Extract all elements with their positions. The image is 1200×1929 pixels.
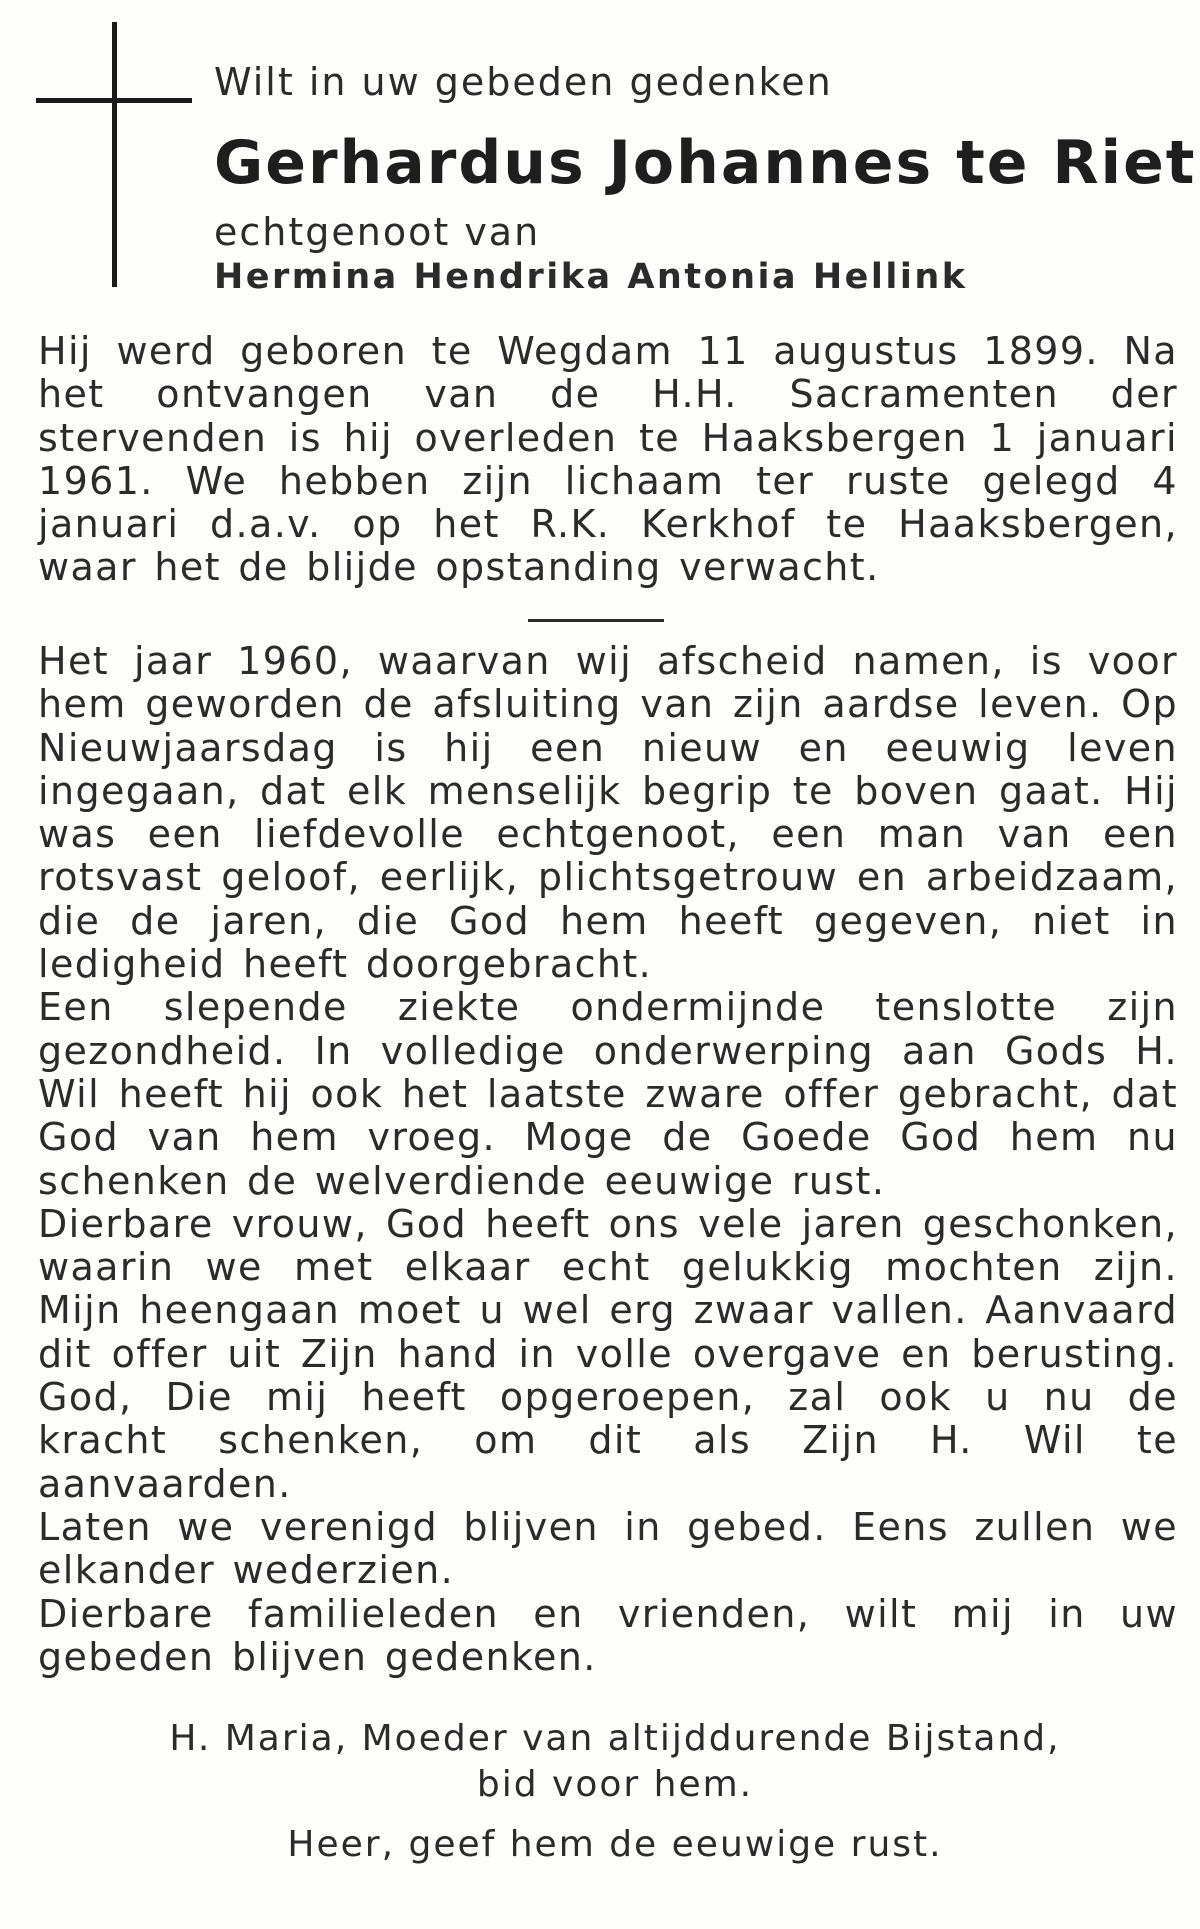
spouse-intro: echtgenoot van: [214, 210, 541, 254]
section-divider: [528, 619, 664, 622]
cross-icon-bar: [36, 98, 192, 103]
spouse-name: Hermina Hendrika Antonia Hellink: [214, 257, 968, 297]
farewell-paragraph: Het jaar 1960, waarvan wij afscheid namen, is voor hem geworden de afsluiting van zijn aardse leven. Op Nieuwjaarsdag is hij een nieuw en eeuwig leven ingegaan, dat elk menselijk begrip te boven gaat. Hij was een liefdevolle echtgenoot, een man van een rotsvast geloof, eerlijk, plichtsgetrouw en arbeidzaam, die de jaren, die God hem heeft gegeven, niet in ledigheid heeft doorgebracht.: [38, 639, 1178, 987]
deceased-name: Gerhardus Johannes te Riet: [214, 128, 1197, 198]
final-prayer: Heer, geef hem de eeuwige rust.: [287, 1824, 943, 1865]
marian-prayer-end: bid voor hem.: [476, 1764, 754, 1805]
illness-paragraph: Een slepende ziekte ondermijnde tenslotte zijn gezondheid. In volledige onderwerping aan Gods H. Wil heeft hij ook het laatste zware offer gebracht, dat God van hem vroeg. Moge de Goede God hem nu schenken de welverdiende eeuwige rust.: [38, 985, 1178, 1203]
cross-icon: [112, 22, 117, 287]
family-paragraph: Dierbare familieleden en vrienden, wilt mij in uw gebeden blijven gedenken.: [38, 1591, 1178, 1679]
biography-paragraph: Hij werd geboren te Wegdam 11 augustus 1899. Na het ontvangen van de H.H. Sacramenten der stervenden is hij overleden te Haaksbergen 1 januari 1961. We hebben zijn lichaam ter ruste gelegd 4 januari d.a.v. op het R.K. Kerkhof te Haaksbergen, waar het de blijde opstanding verwacht.: [38, 329, 1178, 590]
wife-paragraph: Dierbare vrouw, God heeft ons vele jaren geschonken, waarin we met elkaar echt gelukkig mochten zijn. Mijn heengaan moet u wel erg zwaar vallen. Aanvaard dit offer uit Zijn hand in volle overgave en berusting. God, Die mij heeft opgeroepen, zal ook u nu de kracht schenken, om dit als Zijn H. Wil te aanvaarden.: [38, 1201, 1178, 1506]
prayer-paragraph: Laten we verenigd blijven in gebed. Eens zullen we elkander wederzien.: [38, 1504, 1178, 1593]
intro-text: Wilt in uw gebeden gedenken: [214, 60, 833, 104]
farewell-text: [38, 640, 1178, 1679]
marian-prayer: H. Maria, Moeder van altijddurende Bijstand,: [169, 1718, 1061, 1759]
